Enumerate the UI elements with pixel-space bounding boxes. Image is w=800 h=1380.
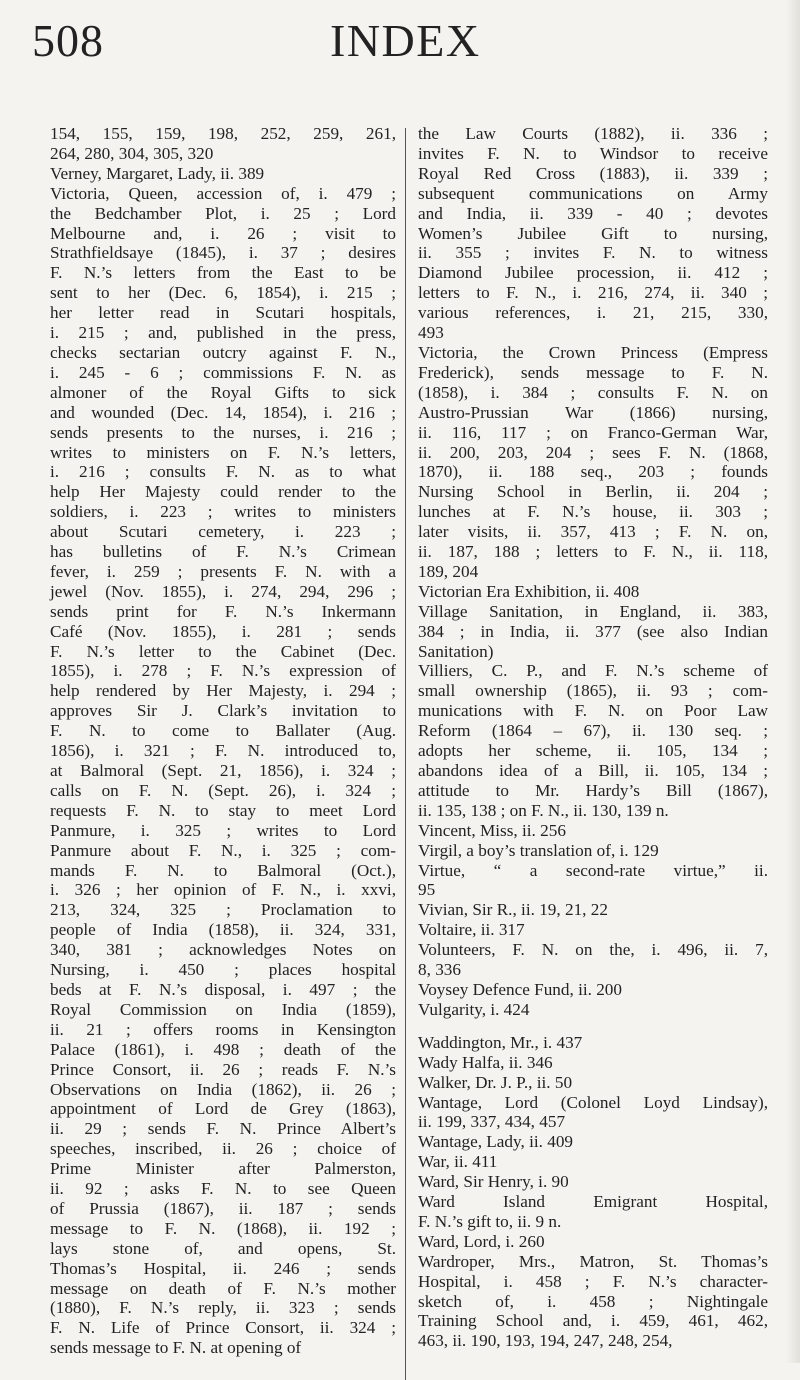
index-line: ii. 116, 117 ; on Franco-German War, <box>418 422 768 442</box>
index-line: has bulletins of F. N.’s Crimean <box>50 542 396 562</box>
index-line: Nursing, i. 450 ; places hospital <box>50 960 396 980</box>
index-line: ii. 200, 203, 204 ; sees F. N. (1868, <box>418 442 768 462</box>
index-line: sketch of, i. 458 ; Nightingale <box>418 1291 768 1311</box>
index-line: requests F. N. to stay to meet Lord <box>50 800 396 820</box>
index-line: soldiers, i. 223 ; writes to ministers <box>50 502 396 522</box>
index-line: Thomas’s Hospital, ii. 246 ; sends <box>50 1258 396 1278</box>
index-entry <box>50 124 396 164</box>
index-line: Hospital, i. 458 ; F. N.’s character- <box>418 1271 768 1291</box>
index-line: Virtue, “ a second-rate virtue,” ii. <box>418 860 768 880</box>
index-line: Vulgarity, i. 424 <box>418 999 530 1019</box>
index-line: Panmure, i. 325 ; writes to Lord <box>50 820 396 840</box>
index-line: lays stone of, and opens, St. <box>50 1238 396 1258</box>
index-line: Voltaire, ii. 317 <box>418 920 525 940</box>
index-entry <box>418 661 768 820</box>
index-line: ii. 355 ; invites F. N. to witness <box>418 243 768 263</box>
index-line: help Her Majesty could render to the <box>50 482 396 502</box>
index-entry <box>418 900 768 920</box>
index-line: Wantage, Lady, ii. 409 <box>418 1132 574 1152</box>
index-line: the Bedchamber Plot, i. 25 ; Lord <box>50 203 396 223</box>
index-line: Vivian, Sir R., ii. 19, 21, 22 <box>418 900 608 920</box>
index-line: Prime Minister after Palmerston, <box>50 1159 396 1179</box>
index-line: of Prussia (1867), ii. 187 ; sends <box>50 1198 396 1218</box>
index-entry <box>418 841 768 861</box>
index-line: message to F. N. (1868), ii. 192 ; <box>50 1218 396 1238</box>
index-line: 264, 280, 304, 305, 320 <box>50 143 214 163</box>
index-entry <box>50 164 396 184</box>
index-line: i. 216 ; consults F. N. as to what <box>50 462 396 482</box>
index-line: attitude to Mr. Hardy’s Bill (1867), <box>418 780 768 800</box>
index-line: abandons idea of a Bill, ii. 105, 134 ; <box>418 761 768 780</box>
index-line: 154, 155, 159, 198, 252, 259, 261, <box>50 124 396 143</box>
index-line: Royal Red Cross (1883), ii. 339 ; <box>418 163 768 183</box>
index-line: Ward, Sir Henry, i. 90 <box>418 1172 569 1192</box>
index-line: Victorian Era Exhibition, ii. 408 <box>418 581 640 601</box>
page-edge-shadow <box>786 0 800 1363</box>
index-line: Café (Nov. 1855), i. 281 ; sends <box>50 621 396 641</box>
index-line: later visits, ii. 357, 413 ; F. N. on, <box>418 522 768 542</box>
index-line: Victoria, the Crown Princess (Empress <box>418 342 768 362</box>
index-entry <box>418 1093 768 1133</box>
index-entry <box>418 1000 768 1020</box>
index-entry <box>418 821 768 841</box>
index-line: 493 <box>418 323 444 343</box>
index-line: jewel (Nov. 1855), i. 274, 294, 296 ; <box>50 581 396 601</box>
index-line: Strathfieldsaye (1845), i. 37 ; desires <box>50 243 396 263</box>
index-line: 340, 381 ; acknowledges Notes on <box>50 940 396 960</box>
index-entry <box>418 1192 768 1232</box>
index-line: Vincent, Miss, ii. 256 <box>418 820 566 840</box>
index-line: people of India (1858), ii. 324, 331, <box>50 920 396 940</box>
index-entry <box>418 582 768 602</box>
page-title: INDEX <box>330 15 481 66</box>
index-column-left <box>50 124 396 1358</box>
column-divider <box>405 128 406 1380</box>
index-line: Waddington, Mr., i. 437 <box>418 1032 583 1052</box>
index-line: adopts her scheme, ii. 105, 134 ; <box>418 741 768 761</box>
index-line: fever, i. 259 ; presents F. N. with a <box>50 561 396 581</box>
index-line: Prince Consort, ii. 26 ; reads F. N.’s <box>50 1059 396 1079</box>
index-line: Wardroper, Mrs., Matron, St. Thomas’s <box>418 1251 768 1271</box>
index-line: ii. 135, 138 ; on F. N., ii. 130, 139 n. <box>418 800 669 820</box>
index-line: calls on F. N. (Sept. 26), i. 324 ; <box>50 780 396 800</box>
index-entry <box>418 1172 768 1192</box>
index-line: Melbourne and, i. 26 ; visit to <box>50 223 396 243</box>
index-entry <box>418 1252 768 1352</box>
index-line: Reform (1864 – 67), ii. 130 seq. ; <box>418 721 768 741</box>
index-line: ii. 29 ; sends F. N. Prince Albert’s <box>50 1119 396 1139</box>
index-line: appointment of Lord de Grey (1863), <box>50 1099 396 1119</box>
index-column-right <box>418 124 768 1351</box>
index-line: invites F. N. to Windsor to receive <box>418 143 768 163</box>
index-line: i. 326 ; her opinion of F. N., i. xxvi, <box>50 880 396 900</box>
index-line: mands F. N. to Balmoral (Oct.), <box>50 860 396 880</box>
index-line: Ward Island Emigrant Hospital, <box>418 1192 768 1212</box>
index-line: Women’s Jubilee Gift to nursing, <box>418 223 768 243</box>
index-line: approves Sir J. Clark’s invitation to <box>50 701 396 721</box>
index-line: small ownership (1865), ii. 93 ; com- <box>418 681 768 701</box>
index-line: 1870), ii. 188 seq., 203 ; founds <box>418 462 768 482</box>
index-line: writes to ministers on F. N.’s letters, <box>50 442 396 462</box>
index-line: her letter read in Scutari hospitals, <box>50 303 396 323</box>
index-entry <box>418 343 768 582</box>
index-line: (1880), F. N.’s reply, ii. 323 ; sends <box>50 1298 396 1318</box>
index-line: 95 <box>418 880 436 900</box>
index-line: various references, i. 21, 215, 330, <box>418 303 768 323</box>
index-line: sends message to F. N. at opening of <box>50 1338 302 1358</box>
index-line: 384 ; in India, ii. 377 (see also Indian <box>418 621 768 641</box>
index-line: 463, ii. 190, 193, 194, 247, 248, 254, <box>418 1331 673 1351</box>
index-line: Villiers, C. P., and F. N.’s scheme of <box>418 661 768 681</box>
index-line: Frederick), sends message to F. N. <box>418 362 768 382</box>
index-line: Village Sanitation, in England, ii. 383, <box>418 601 768 621</box>
index-line: F. N.’s letters from the East to be <box>50 263 396 283</box>
index-line: sends presents to the nurses, i. 216 ; <box>50 422 396 442</box>
index-line: Wady Halfa, ii. 346 <box>418 1052 553 1072</box>
index-line: Observations on India (1862), ii. 26 ; <box>50 1079 396 1099</box>
index-line: 1855), i. 278 ; F. N.’s expression of <box>50 661 396 681</box>
index-line: and wounded (Dec. 14, 1854), i. 216 ; <box>50 402 396 422</box>
index-line: Virgil, a boy’s translation of, i. 129 <box>418 840 659 860</box>
index-line: War, ii. 411 <box>418 1152 498 1172</box>
index-line: almoner of the Royal Gifts to sick <box>50 382 396 402</box>
index-entry <box>418 920 768 940</box>
index-line: F. N. to come to Ballater (Aug. <box>50 721 396 741</box>
index-line: Volunteers, F. N. on the, i. 496, ii. 7, <box>418 940 768 960</box>
index-line: ii. 187, 188 ; letters to F. N., ii. 118, <box>418 542 768 562</box>
index-entry <box>418 1152 768 1172</box>
index-line: F. N.’s gift to, ii. 9 n. <box>418 1211 562 1231</box>
index-entry <box>418 1033 768 1053</box>
index-line: subsequent communications on Army <box>418 183 768 203</box>
index-line: speeches, inscribed, ii. 26 ; choice of <box>50 1139 396 1159</box>
index-entry <box>418 980 768 1000</box>
index-line: help rendered by Her Majesty, i. 294 ; <box>50 681 396 701</box>
index-line: Nursing School in Berlin, ii. 204 ; <box>418 482 768 502</box>
index-line: Panmure about F. N., i. 325 ; com- <box>50 840 396 860</box>
index-line: checks sectarian outcry against F. N., <box>50 342 396 362</box>
index-line: Austro-Prussian War (1866) nursing, <box>418 402 768 422</box>
index-line: Wantage, Lord (Colonel Loyd Lindsay), <box>418 1092 768 1112</box>
index-entry <box>418 602 768 662</box>
index-entry <box>418 940 768 980</box>
index-entry <box>418 124 768 343</box>
index-line: and India, ii. 339 - 40 ; devotes <box>418 203 768 223</box>
page-number: 508 <box>32 15 104 66</box>
index-line: Walker, Dr. J. P., ii. 50 <box>418 1072 573 1092</box>
index-entry <box>418 861 768 901</box>
index-line: (1858), i. 384 ; consults F. N. on <box>418 382 768 402</box>
index-line: 1856), i. 321 ; F. N. introduced to, <box>50 741 396 761</box>
index-line: Royal Commission on India (1859), <box>50 999 396 1019</box>
index-line: Victoria, Queen, accession of, i. 479 ; <box>50 183 396 203</box>
index-line: about Scutari cemetery, i. 223 ; <box>50 522 396 542</box>
index-entry <box>50 184 396 1358</box>
index-line: letters to F. N., i. 216, 274, ii. 340 ; <box>418 283 768 303</box>
index-line: at Balmoral (Sept. 21, 1856), i. 324 ; <box>50 761 396 780</box>
index-entry <box>418 1073 768 1093</box>
index-line: 189, 204 <box>418 561 479 581</box>
index-line: Sanitation) <box>418 641 494 661</box>
index-line: sent to her (Dec. 6, 1854), i. 215 ; <box>50 283 396 303</box>
index-line: F. N. Life of Prince Consort, ii. 324 ; <box>50 1318 396 1338</box>
index-line: lunches at F. N.’s house, ii. 303 ; <box>418 502 768 522</box>
index-line: Diamond Jubilee procession, ii. 412 ; <box>418 263 768 283</box>
index-entry <box>418 1232 768 1252</box>
index-line: Training School and, i. 459, 461, 462, <box>418 1311 768 1331</box>
index-line: message on death of F. N.’s mother <box>50 1278 396 1298</box>
index-line: Verney, Margaret, Lady, ii. 389 <box>50 163 265 183</box>
index-line: 8, 336 <box>418 960 461 980</box>
index-line: Voysey Defence Fund, ii. 200 <box>418 979 622 999</box>
index-line: the Law Courts (1882), ii. 336 ; <box>418 124 768 143</box>
index-entry <box>418 1053 768 1073</box>
index-line: Ward, Lord, i. 260 <box>418 1231 545 1251</box>
index-line: sends print for F. N.’s Inkermann <box>50 601 396 621</box>
index-line: F. N.’s letter to the Cabinet (Dec. <box>50 641 396 661</box>
index-line: munications with F. N. on Poor Law <box>418 701 768 721</box>
index-entry <box>418 1132 768 1152</box>
index-line: ii. 92 ; asks F. N. to see Queen <box>50 1179 396 1199</box>
index-line: ii. 21 ; offers rooms in Kensington <box>50 1019 396 1039</box>
index-line: i. 245 - 6 ; commissions F. N. as <box>50 362 396 382</box>
index-line: ii. 199, 337, 434, 457 <box>418 1112 566 1132</box>
index-line: 213, 324, 325 ; Proclamation to <box>50 900 396 920</box>
index-line: i. 215 ; and, published in the press, <box>50 323 396 343</box>
index-line: Palace (1861), i. 498 ; death of the <box>50 1039 396 1059</box>
index-line: beds at F. N.’s disposal, i. 497 ; the <box>50 979 396 999</box>
